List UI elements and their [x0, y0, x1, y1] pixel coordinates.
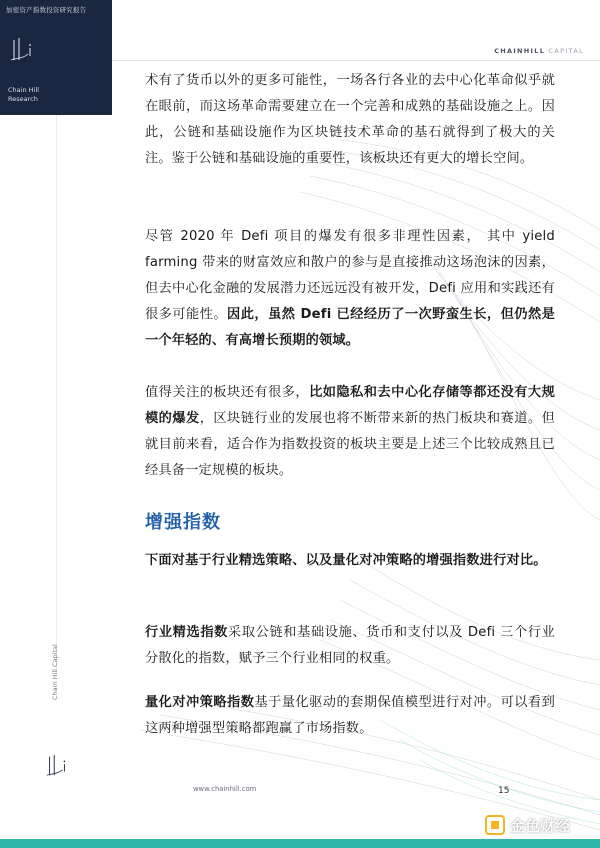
section-heading: 增强指数	[145, 512, 221, 533]
side-logo-icon	[44, 753, 70, 779]
paragraph-3: 值得关注的板块还有很多，比如隐私和去中心化存储等都还没有大规模的爆发，区块链行业的发展也将不断带来新的热门板块和赛道。但就目前来看，适合作为指数投资的板块主要是上述三个比较成熟且已经具备一定规模的板块。	[145, 385, 555, 478]
jinse-logo-icon	[484, 814, 506, 836]
watermark	[484, 812, 570, 838]
brand-name: Chain Hill Research	[8, 86, 39, 103]
paragraph-2: 尽管 2020 年 Defi 项目的爆发有很多非理性因素， 其中 yield farming 带来的财富效应和散户的参与是直接推动这场泡沫的因素， 但去中心化金融的发展潜力还远远没有被开发，Defi 应用和实践还有很多可能性。因此，虽然 Defi 已经经历了一次野蛮生长，但仍然是一个年轻的、有高增长预期的领域。	[145, 229, 555, 348]
paragraph-6: 量化对冲策略指数基于量化驱动的套期保值模型进行对冲。可以看到这两种增强型策略都跑赢了市场指数。	[145, 695, 555, 736]
side-brand-label: Chain Hill Capital	[51, 644, 59, 700]
report-title: 加密资产指数投资研究报告	[6, 6, 87, 14]
side-divider	[56, 115, 57, 675]
paragraph-1: 术有了货币以外的更多可能性，一场各行各业的去中心化革命似乎就在眼前，而这场革命需要建立在一个完善和成熟的基础设施之上。因此，公链和基础设施作为区块链技术革命的基石就得到了极大的关注。鉴于公链和基础设施的重要性，该板块还有更大的增长空间。	[145, 73, 555, 166]
brand-header-block	[0, 0, 112, 115]
bottom-accent-bar	[0, 839, 600, 848]
chainhill-logo-icon	[8, 36, 36, 64]
page-number: 15	[498, 786, 510, 796]
paragraph-5: 行业精选指数采取公链和基础设施、货币和支付以及 Defi 三个行业分散化的指数，赋予三个行业相同的权重。	[145, 625, 556, 666]
paragraph-4: 下面对基于行业精选策略、以及量化对冲策略的增强指数进行对比。	[145, 553, 547, 568]
footer-url: www.chainhill.com	[193, 785, 257, 793]
watermark-text: 金色财经	[510, 816, 571, 835]
header-divider	[112, 60, 600, 61]
chainhill-capital-caption: CHAINHILL CAPITAL	[494, 47, 584, 55]
